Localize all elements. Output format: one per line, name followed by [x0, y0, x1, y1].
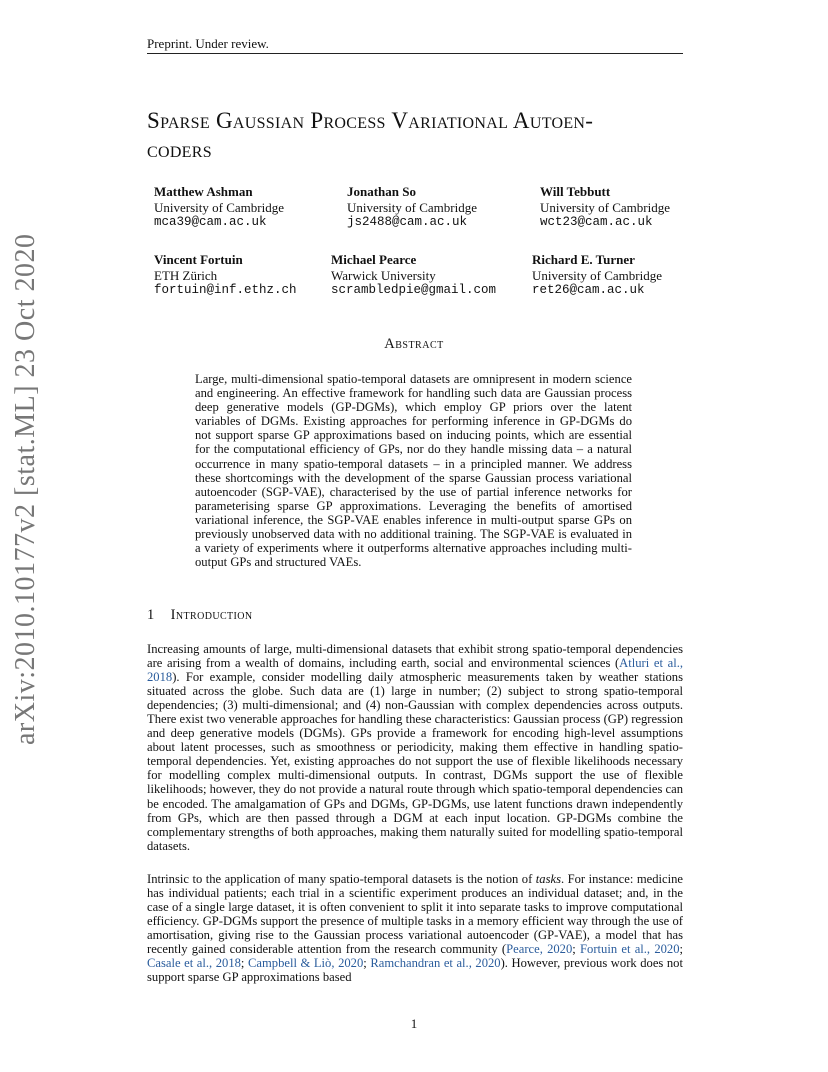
citation-link[interactable]: Campbell & Liò, 2020 — [247, 956, 364, 971]
abstract-body: Large, multi-dimensional spatio-temporal datasets are omnipresent in modern science and engineering. An effective framework for handling such data are Gaussian process deep generative models (GP-DGMs), which employ GP priors over the latent variables of DGMs. Existing approaches for performing inference in GP-DGMs do not support sparse GP approximations based on inducing points, which are essential for the computational efficiency of GPs, nor do they handle missing data – a natural occurrence in many spatio-temporal datasets – in a principled manner. We address these shortcomings with the development of the sparse Gaussian process variational autoencoder (SGP-VAE), characterised by the use of partial inference networks for parameterising sparse GP approximations. Leveraging the benefits of amortised variational inference, the SGP-VAE enables inference in multi-output sparse GPs on previously unobserved data with no additional training. The SGP-VAE is evaluated in a variety of experiments where it outperforms alternative approaches including multi-output GPs and structured VAEs. — [195, 372, 632, 570]
author-name: Matthew Ashman — [154, 184, 253, 199]
author-name: Will Tebbutt — [540, 184, 611, 199]
body-paragraph — [147, 642, 683, 853]
paragraph-text: Intrinsic to the application of many spatio-temporal datasets is the notion of — [147, 872, 536, 886]
arxiv-stamp[interactable]: arXiv:2010.10177v2 [stat.ML] 23 Oct 2020 — [10, 233, 41, 745]
author-email[interactable]: scrambledpie@gmail.com — [331, 283, 497, 297]
paragraph-text: Increasing amounts of large, multi-dimensional datasets that exhibit strong spatio-temporal dependencies are arising from a wealth of domains, including earth, social and environmental sciences ( — [147, 642, 683, 671]
author-email[interactable]: js2488@cam.ac.uk — [347, 215, 468, 229]
paragraph-text: ). For example, consider modelling daily atmospheric measurements taken by weather stations situated across the globe. Such data are (1) large in number; (2) subject to strong spatio-temporal dependencies; (3) multi-dimensional; and (4) non-Gaussian with complex dependencies across outputs. There exist two venerable approaches for handling these characteristics: Gaussian process (GP) regression and deep generative models (DGMs). GPs provide a framework for encoding high-level assumptions about latent processes, such as smoothness or periodicity, making them effective in handling spatio-temporal dependencies. Yet, existing approaches do not support the use of flexible likelihoods necessary for modelling complex multi-dimensional outputs. In contrast, DGMs support the use of flexible likelihoods; however, they do not provide a natural route through which spatio-temporal dependencies can be encoded. The amalgamation of GPs and DGMs, GP-DGMs, use latent functions drawn independently from GPs, which are then passed through a DGM at each input location. GP-DGMs combine the complementary strengths of both approaches, making them naturally suited for modelling spatio-temporal datasets. — [147, 670, 683, 853]
author-block — [154, 252, 297, 299]
author-name: Vincent Fortuin — [154, 252, 243, 267]
citation-link[interactable]: Pearce, 2020 — [506, 942, 573, 957]
citation-link[interactable]: Fortuin et al., 2020 — [580, 942, 680, 957]
separator: ; — [572, 942, 581, 957]
separator: ; — [363, 956, 371, 971]
page-number: 1 — [410, 1016, 418, 1031]
author-affiliation: ETH Zürich — [154, 267, 218, 283]
author-name: Michael Pearce — [331, 252, 417, 267]
author-affiliation: University of Cambridge — [532, 267, 662, 283]
author-email[interactable]: wct23@cam.ac.uk — [540, 215, 653, 229]
author-name: Jonathan So — [347, 184, 416, 199]
author-block — [532, 252, 662, 299]
emphasis: tasks — [535, 872, 561, 886]
author-name: Richard E. Turner — [532, 252, 635, 267]
author-affiliation: University of Cambridge — [154, 199, 284, 215]
citation-link[interactable]: Ramchandran et al., 2020 — [370, 956, 501, 971]
author-email[interactable]: mca39@cam.ac.uk — [154, 215, 267, 229]
author-block — [331, 252, 496, 299]
paper-title — [147, 106, 687, 164]
section-heading — [147, 607, 253, 624]
paragraph-text: . For instance: medicine has individual patients; each trial in a scientific experiment produces an individual dataset; and, in the case of a single large dataset, it is often convenient to split it into separate tasks to improve computational efficiency. GP-DGMs support the presence of multiple tasks in a memory efficient way through the use of amortisation, giving rise to the Gaussian process variational autoencoder (GP-VAE), a model that has recently gained considerable attention from the research community ( — [147, 872, 683, 957]
paragraph-text: ). However, previous work does not support sparse GP approximations based — [147, 956, 683, 985]
author-email[interactable]: ret26@cam.ac.uk — [532, 283, 645, 297]
author-affiliation: University of Cambridge — [540, 199, 670, 215]
author-email[interactable]: fortuin@inf.ethz.ch — [154, 283, 297, 297]
section-number: 1 — [147, 607, 155, 623]
author-block — [154, 184, 284, 231]
header-rule — [147, 53, 683, 54]
section-title: Introduction — [170, 607, 253, 623]
abstract-heading: Abstract — [384, 336, 444, 352]
separator: ; — [240, 956, 248, 971]
author-block — [540, 184, 670, 231]
separator: ; — [679, 942, 684, 957]
title-line-2: coders — [147, 137, 212, 162]
citation-link[interactable]: Atluri et al., 2018 — [147, 656, 683, 685]
author-affiliation: University of Cambridge — [347, 199, 477, 215]
running-header: Preprint. Under review. — [147, 36, 269, 51]
title-line-1: Sparse Gaussian Process Variational Autoen- — [147, 108, 594, 133]
author-affiliation: Warwick University — [331, 267, 436, 283]
citation-link[interactable]: Casale et al., 2018 — [147, 956, 241, 971]
body-paragraph — [147, 872, 683, 984]
author-block — [347, 184, 477, 231]
